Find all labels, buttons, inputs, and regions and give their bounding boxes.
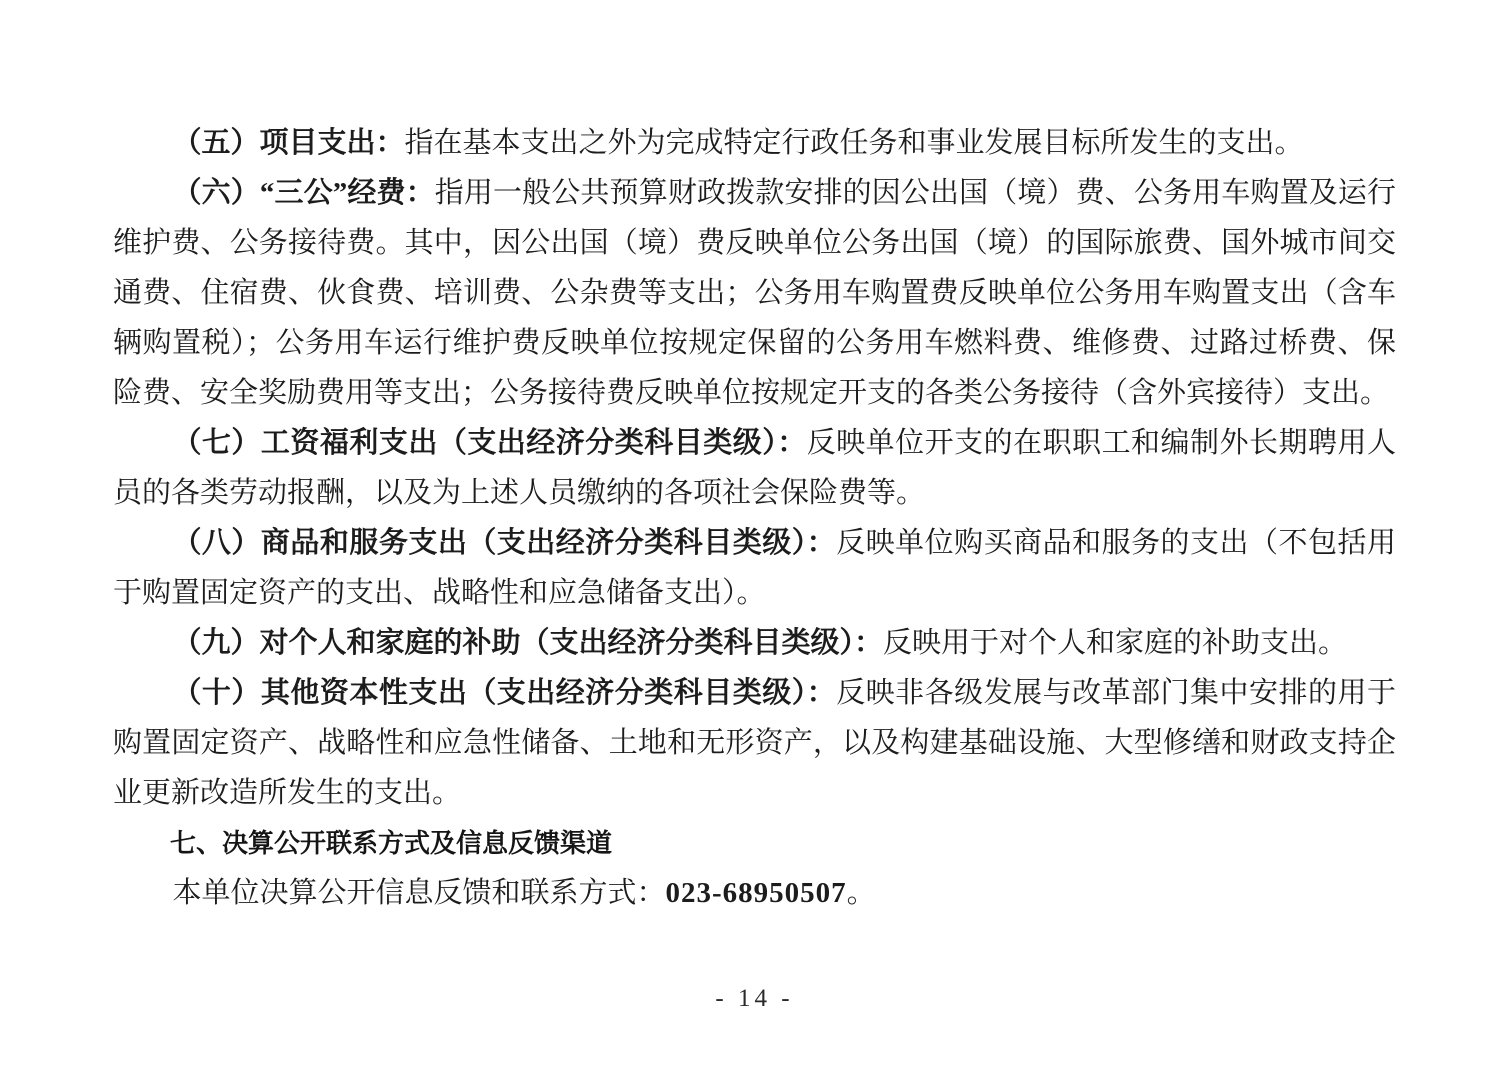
paragraph-8-goods-services-expenditure <box>113 518 1396 618</box>
paragraph-9-individual-family-subsidy <box>113 618 1396 668</box>
paragraph-10-other-capital-expenditure <box>113 668 1396 818</box>
paragraph-8-lead: （八）商品和服务支出（支出经济分类科目类级）： <box>172 527 837 559</box>
paragraph-5-project-expenditure <box>113 118 1396 168</box>
paragraph-6-lead: （六）“三公”经费： <box>172 177 435 209</box>
paragraph-9-lead: （九）对个人和家庭的补助（支出经济分类科目类级）： <box>172 627 883 659</box>
page-number: - 14 - <box>715 985 794 1012</box>
paragraph-10-lead: （十）其他资本性支出（支出经济分类科目类级）： <box>172 677 837 709</box>
section-heading-contact-channels: 七、决算公开联系方式及信息反馈渠道 <box>170 828 613 858</box>
paragraph-6-three-public-funds <box>113 168 1396 418</box>
paragraph-7-wage-welfare-expenditure <box>113 418 1396 518</box>
paragraph-7-lead: （七）工资福利支出（支出经济分类科目类级）： <box>172 427 807 459</box>
contact-phone-number: 023-68950507 <box>665 877 847 909</box>
contact-label: 本单位决算公开信息反馈和联系方式： <box>172 877 666 909</box>
contact-line <box>113 868 1396 918</box>
paragraph-7-text: 反映单位开支的在职职工和编制外长期聘用人员的各类劳动报酬，以及为上述人员缴纳的各项社会保险费等。 <box>113 427 1396 509</box>
contact-suffix: 。 <box>846 877 876 909</box>
paragraph-5-lead: （五）项目支出： <box>172 127 405 159</box>
paragraph-5-text: 指在基本支出之外为完成特定行政任务和事业发展目标所发生的支出。 <box>404 127 1304 159</box>
paragraph-10-text: 反映非各级发展与改革部门集中安排的用于购置固定资产、战略性和应急性储备、土地和无形资产，以及构建基础设施、大型修缮和财政支持企业更新改造所发生的支出。 <box>113 677 1396 809</box>
paragraph-9-text: 反映用于对个人和家庭的补助支出。 <box>882 627 1347 659</box>
paragraph-8-text: 反映单位购买商品和服务的支出（不包括用于购置固定资产的支出、战略性和应急储备支出）。 <box>113 527 1396 609</box>
document-body <box>113 118 1396 918</box>
paragraph-6-text: 指用一般公共预算财政拨款安排的因公出国（境）费、公务用车购置及运行维护费、公务接待费。其中，因公出国（境）费反映单位公务出国（境）的国际旅费、国外城市间交通费、住宿费、伙食费、培训费、公杂费等支出；公务用车购置费反映单位公务用车购置支出（含车辆购置税）；公务用车运行维护费反映单位按规定保留的公务用车燃料费、维修费、过路过桥费、保险费、安全奖励费用等支出；公务接待费反映单位按规定开支的各类公务接待（含外宾接待）支出。 <box>113 177 1396 409</box>
